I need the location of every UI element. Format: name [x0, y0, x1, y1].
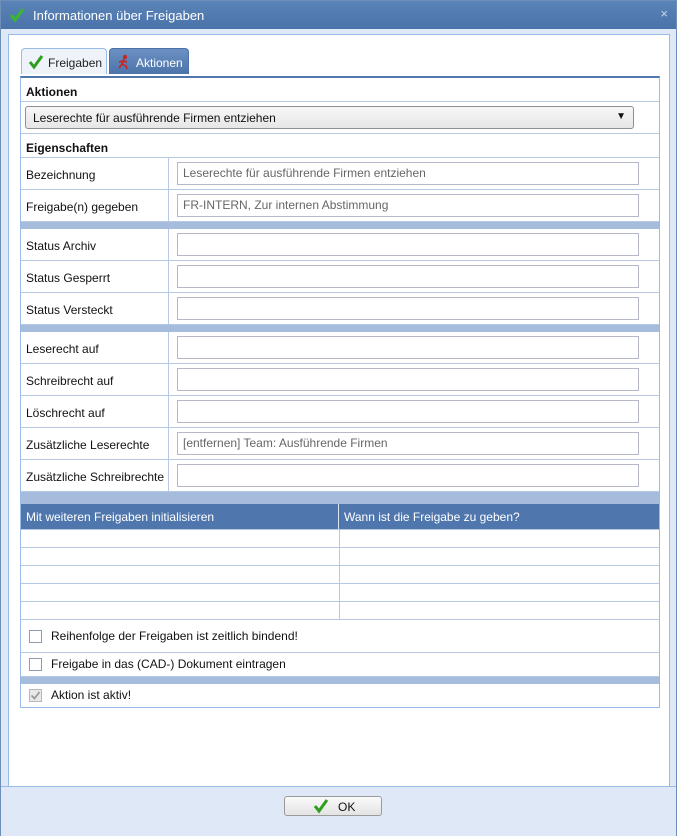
status-versteckt-input[interactable] — [177, 297, 639, 320]
main-panel — [8, 34, 670, 787]
close-icon[interactable]: × — [660, 6, 668, 21]
check-icon — [9, 7, 25, 23]
checkmark-icon — [30, 690, 41, 701]
field-row-status-versteckt — [21, 293, 659, 325]
table-row[interactable] — [21, 529, 659, 547]
aktionen-form — [20, 76, 660, 708]
field-label: Zusätzliche Leserechte — [26, 438, 150, 452]
table-row[interactable] — [21, 601, 659, 619]
loeschrecht-input[interactable] — [177, 400, 639, 423]
field-label: Zusätzliche Schreibrechte — [26, 470, 165, 484]
tab-aktionen[interactable] — [109, 48, 189, 74]
field-label: Leserecht auf — [26, 342, 99, 356]
field-row-status-archiv — [21, 229, 659, 261]
field-row-bezeichnung — [21, 158, 659, 190]
field-row-zus-schreibrechte — [21, 460, 659, 492]
zusaetzliche-leserechte-input[interactable]: [entfernen] Team: Ausführende Firmen — [177, 432, 639, 455]
status-gesperrt-input[interactable] — [177, 265, 639, 288]
checkbox-label: Freigabe in das (CAD-) Dokument eintragen — [51, 657, 286, 671]
separator — [21, 677, 659, 684]
chevron-down-icon[interactable]: ▼ — [616, 111, 626, 122]
freigaben-gegeben-input[interactable]: FR-INTERN, Zur internen Abstimmung — [177, 194, 639, 217]
field-row-status-gesperrt — [21, 261, 659, 293]
field-row-schreibrecht — [21, 364, 659, 396]
checkbox-row-aktiv — [21, 684, 659, 707]
reihenfolge-checkbox[interactable] — [29, 630, 42, 643]
section-header-eigenschaften — [21, 134, 659, 158]
window-title: Informationen über Freigaben — [33, 8, 205, 23]
grid-header — [21, 504, 659, 529]
leserecht-input[interactable] — [177, 336, 639, 359]
field-label: Löschrecht auf — [26, 406, 105, 420]
aktion-aktiv-checkbox[interactable] — [29, 689, 42, 702]
tab-label: Freigaben — [48, 56, 103, 70]
column-header[interactable] — [21, 504, 339, 529]
status-archiv-input[interactable] — [177, 233, 639, 256]
dialog-footer — [1, 786, 676, 836]
field-row-zus-leserechte — [21, 428, 659, 460]
aktion-select[interactable] — [25, 106, 634, 129]
checkbox-label: Reihenfolge der Freigaben ist zeitlich bindend! — [51, 629, 298, 643]
column-header[interactable] — [339, 504, 659, 529]
check-icon — [28, 54, 44, 70]
field-label: Status Archiv — [26, 239, 97, 253]
table-row[interactable] — [21, 565, 659, 583]
field-row-loeschrecht — [21, 396, 659, 428]
title-bar[interactable] — [1, 1, 676, 29]
field-row-leserecht — [21, 332, 659, 364]
bezeichnung-input[interactable]: Leserechte für ausführende Firmen entziehen — [177, 162, 639, 185]
field-label: Freigabe(n) gegeben — [26, 200, 139, 214]
table-row[interactable] — [21, 583, 659, 601]
column-header-label: Mit weiteren Freigaben initialisieren — [26, 510, 215, 524]
section-title: Aktionen — [26, 85, 78, 99]
checkbox-label: Aktion ist aktiv! — [51, 688, 132, 702]
checkbox-row-cad — [21, 653, 659, 677]
field-label: Bezeichnung — [26, 168, 96, 182]
table-row[interactable] — [21, 547, 659, 565]
section-title: Eigenschaften — [26, 141, 109, 155]
aktion-select-row — [21, 102, 659, 134]
schreibrecht-input[interactable] — [177, 368, 639, 391]
section-header-aktionen — [21, 78, 659, 102]
checkbox-row-reihenfolge — [21, 620, 659, 653]
separator — [21, 325, 659, 332]
tab-freigaben[interactable] — [21, 48, 107, 74]
separator — [21, 222, 659, 229]
separator — [21, 492, 659, 504]
aktion-select-value: Leserechte für ausführende Firmen entziehen — [33, 111, 276, 125]
field-row-freigaben-gegeben — [21, 190, 659, 222]
zusaetzliche-schreibrechte-input[interactable] — [177, 464, 639, 487]
check-icon — [313, 798, 329, 814]
ok-label: OK — [338, 800, 356, 814]
field-label: Status Versteckt — [26, 303, 113, 317]
ok-button[interactable] — [284, 796, 382, 816]
field-label: Status Gesperrt — [26, 271, 111, 285]
field-label: Schreibrecht auf — [26, 374, 114, 388]
column-header-label: Wann ist die Freigabe zu geben? — [344, 510, 520, 524]
runner-icon — [116, 54, 132, 70]
tab-label: Aktionen — [136, 56, 183, 70]
cad-checkbox[interactable] — [29, 658, 42, 671]
freigaben-grid — [21, 504, 659, 620]
